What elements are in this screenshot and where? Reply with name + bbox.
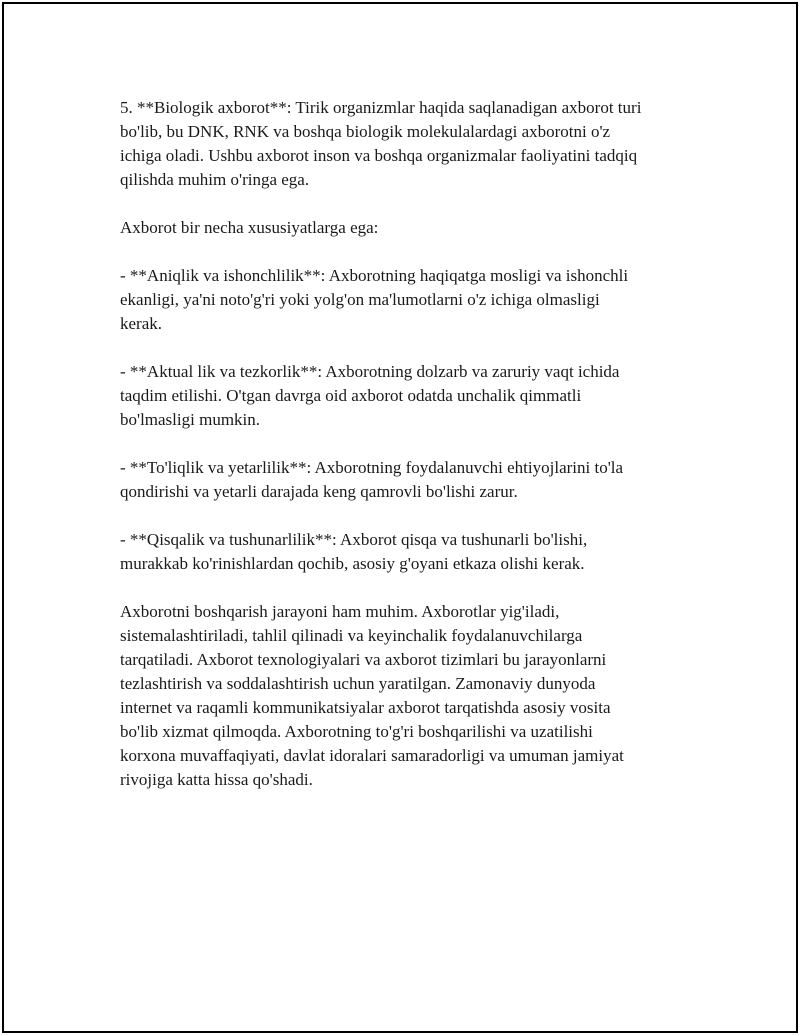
paragraph-boshqarish: Axborotni boshqarish jarayoni ham muhim. Axborotlar yig'iladi, sistemalashtiriladi, tahlil qilinadi va keyinchalik foydalanuvchilarga tarqatiladi. Axborot texnologiyalari va axborot tizimlari bu jarayonlarni tezlashtirish va soddalashtirish uchun yaratilgan. Zamonaviy dunyoda internet va raqamli kommunikatsiyalar axborot tarqatishda asosiy vosita bo'lib xizmat qilmoqda. Axborotning to'g'ri boshqarilishi va uzatilishi korxona muvaffaqiyati, davlat idoralari samaradorligi va umuman jamiyat rivojiga katta hissa qo'shadi. <box>120 602 624 789</box>
paragraph-aniqlik: - **Aniqlik va ishonchlilik**: Axborotning haqiqatga mosligi va ishonchli ekanligi, ya'ni noto'g'ri yoki yolg'on ma'lumotlarni o'z ichiga olmasligi kerak. <box>120 266 629 333</box>
document-body <box>120 96 700 816</box>
paragraph-biologik-axborot: 5. **Biologik axborot**: Tirik organizmlar haqida saqlanadigan axborot turi bo'lib, bu DNK, RNK va boshqa biologik molekulalardagi axborotni o'z ichiga oladi. Ushbu axborot inson va boshqa organizmalar faoliyatini tadqiq qilishda muhim o'ringa ega. <box>120 98 642 189</box>
paragraph-toliqlik: - **To'liqlik va yetarlilik**: Axborotning foydalanuvchi ehtiyojlarini to'la qondirishi va yetarli darajada keng qamrovli bo'lishi zarur. <box>120 458 624 501</box>
paragraph-aktuallik: - **Aktual lik va tezkorlik**: Axborotning dolzarb va zaruriy vaqt ichida taqdim etilishi. O'tgan davrga oid axborot odatda unchalik qimmatli bo'lmasligi mumkin. <box>120 362 620 429</box>
paragraph-qisqalik: - **Qisqalik va tushunarlilik**: Axborot qisqa va tushunarli bo'lishi, murakkab ko'rinishlardan qochib, asosiy g'oyani etkaza olishi kerak. <box>120 530 588 573</box>
document-page <box>2 2 798 1033</box>
paragraph-xususiyatlar-intro: Axborot bir necha xususiyatlarga ega: <box>120 218 379 237</box>
